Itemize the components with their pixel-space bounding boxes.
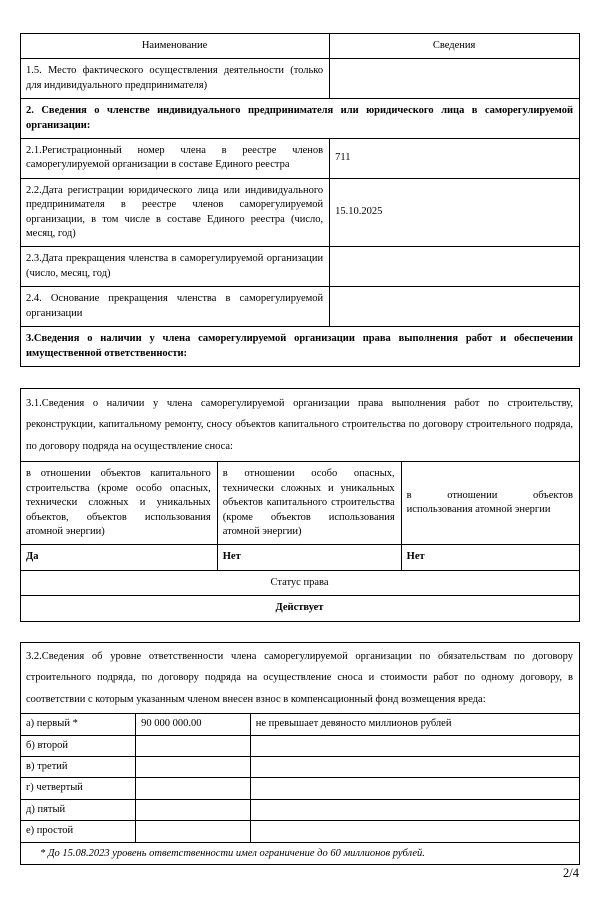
table-3-1-values-row xyxy=(21,545,580,570)
level-second-amount xyxy=(136,735,251,756)
footnote-row xyxy=(21,842,580,864)
level-third-label: в) третий xyxy=(21,756,136,777)
level-simple-amount xyxy=(136,821,251,842)
level-fourth-amount xyxy=(136,778,251,799)
section-3-heading: 3.Сведения о наличии у члена саморегулируемой организации права выполнения работ и обеспечении имущественной ответственности: xyxy=(21,327,580,367)
responsibility-levels-table xyxy=(20,642,580,865)
level-row-fifth xyxy=(21,799,580,820)
level-fifth-limit xyxy=(250,799,579,820)
table-header-row xyxy=(21,34,580,59)
level-fourth-limit xyxy=(250,778,579,799)
level-second-label: б) второй xyxy=(21,735,136,756)
level-row-second xyxy=(21,735,580,756)
table-row-2-4 xyxy=(21,287,580,327)
level-first-label: а) первый * xyxy=(21,714,136,735)
row-2-3-value xyxy=(330,247,580,287)
level-third-limit xyxy=(250,756,579,777)
table-row-2-2 xyxy=(21,178,580,247)
column-header-details: Сведения xyxy=(330,34,580,59)
right-status-label: Статус права xyxy=(21,570,580,595)
level-simple-label: е) простой xyxy=(21,821,136,842)
row-2-2-label: 2.2.Дата регистрации юридического лица или индивидуального предпринимателя в реестре членов саморегулируемой организации, в том числе в составе Единого реестра (число, месяц, год) xyxy=(21,178,330,247)
table-3-2-intro: 3.2.Сведения об уровне ответственности члена саморегулируемой организации по обязательствам по договору строительного подряда, по договору подряда на осуществление сноса и стоимости работ по одному договору, в соответствии с которым указанным членом внесен взнос в компенсационный фонд возмещения вреда: xyxy=(21,642,580,714)
table-3-2-intro-row xyxy=(21,642,580,714)
row-2-1-label: 2.1.Регистрационный номер члена в реестре членов саморегулируемой организации в составе Единого реестра xyxy=(21,139,330,179)
level-row-fourth xyxy=(21,778,580,799)
level-second-limit xyxy=(250,735,579,756)
footnote-text: * До 15.08.2023 уровень ответственности имел ограничение до 60 миллионов рублей. xyxy=(21,842,580,864)
dangerous-objects-value: Нет xyxy=(217,545,401,570)
row-2-4-label: 2.4. Основание прекращения членства в саморегулируемой организации xyxy=(21,287,330,327)
table-row-1-5 xyxy=(21,59,580,99)
section-2-heading: 2. Сведения о членстве индивидуального предпринимателя или юридического лица в саморегулируемой организации: xyxy=(21,99,580,139)
row-2-4-value xyxy=(330,287,580,327)
right-status-label-row xyxy=(21,570,580,595)
level-fourth-label: г) четвертый xyxy=(21,778,136,799)
capital-objects-value: Да xyxy=(21,545,218,570)
level-first-amount: 90 000 000.00 xyxy=(136,714,251,735)
atomic-objects-header: в отношении объектов использования атомной энергии xyxy=(401,462,579,545)
row-1-5-label: 1.5. Место фактического осуществления деятельности (только для индивидуального предпринимателя) xyxy=(21,59,330,99)
table-3-1-intro-row xyxy=(21,388,580,462)
capital-objects-header: в отношении объектов капитального строительства (кроме особо опасных, технически сложных и уникальных объектов, объектов использования атомной энергии) xyxy=(21,462,218,545)
level-row-third xyxy=(21,756,580,777)
row-2-3-label: 2.3.Дата прекращения членства в саморегулируемой организации (число, месяц, год) xyxy=(21,247,330,287)
level-simple-limit xyxy=(250,821,579,842)
table-3-1-intro: 3.1.Сведения о наличии у члена саморегулируемой организации права выполнения работ по строительству, реконструкции, капитальному ремонту, сносу объектов капитального строительства по договору строительного подряда, по договору подряда на осуществление сноса: xyxy=(21,388,580,462)
level-fifth-label: д) пятый xyxy=(21,799,136,820)
main-info-table xyxy=(20,33,580,367)
level-row-simple xyxy=(21,821,580,842)
row-1-5-value xyxy=(330,59,580,99)
level-row-first xyxy=(21,714,580,735)
level-third-amount xyxy=(136,756,251,777)
page-number: 2/4 xyxy=(563,866,579,880)
level-fifth-amount xyxy=(136,799,251,820)
right-status-value-row xyxy=(21,596,580,621)
atomic-objects-value: Нет xyxy=(401,545,579,570)
table-3-1-header-row xyxy=(21,462,580,545)
works-rights-table xyxy=(20,388,580,622)
table-row-2-3 xyxy=(21,247,580,287)
section-2-header-row xyxy=(21,99,580,139)
dangerous-objects-header: в отношении особо опасных, технически сложных и уникальных объектов капитального строительства (кроме объектов использования атомной энергии) xyxy=(217,462,401,545)
table-row-2-1 xyxy=(21,139,580,179)
level-first-limit: не превышает девяносто миллионов рублей xyxy=(250,714,579,735)
section-3-header-row xyxy=(21,327,580,367)
row-2-1-value: 711 xyxy=(330,139,580,179)
right-status-value: Действует xyxy=(21,596,580,621)
column-header-name: Наименование xyxy=(21,34,330,59)
row-2-2-value: 15.10.2025 xyxy=(330,178,580,247)
